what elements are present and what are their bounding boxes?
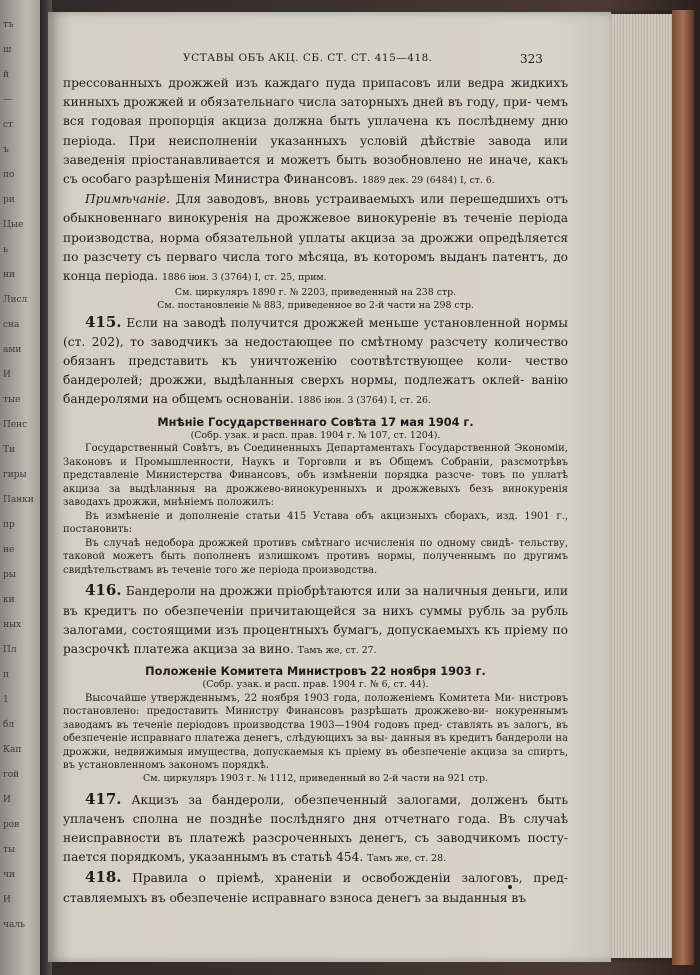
cross-reference: См. циркуляръ 1903 г. № 1112, приведенный во 2-й части на 921 стр. [143,772,488,784]
left-page-fragment: Ти [3,445,16,455]
left-page-fragment: ш [3,45,12,55]
left-page-fragment: чаль [3,920,25,930]
note-label: Примѣчаніе. [85,192,170,207]
left-page-fragment: не [3,545,15,555]
text-line: періода производства, норма обязательной уплаты акциза за дрожжи [63,211,568,245]
section-heading: Положеніе Комитета Министровъ 22 ноября 1903 г. [145,665,486,679]
left-page-fragment: ъ [3,145,9,155]
left-page-fragment: Пл [3,645,17,655]
left-page-fragment: чи [3,870,15,880]
left-page-fragment: ри [3,195,15,205]
left-page-fragment: сна [3,320,20,330]
left-page-fragment: ры [3,570,16,580]
cross-reference: См. постановленіе № 883, приведенное во 2-й части на 298 стр. [157,299,474,311]
text-line: данныя въ кредитъ бандероли на дрожжи, недвижимыя имущества, допускаемыя къ [63,733,569,758]
text-line: отъ обыкновеннаго винокуренія на дрожжевое винокуреніе въ теченіе [63,192,569,226]
text-line: количество обязанъ представить къ уничтоженію соотвѣтствующее коли- [63,334,569,369]
text-line: или въ кредитъ по обезпеченіи причитающейся за нихъ суммы рубль за [63,584,569,618]
text-line: безъ винокуренія заводахъ дрожжи, мнѣніемъ положилъ: [63,483,568,509]
legal-reference: 1889 дек. 29 (6484) I, ст. 6. [361,175,495,187]
text-line: Экономіи, Законовъ и Промышленности, Наукъ и Торговли и въ Общемъ Собраніи, [63,443,568,468]
left-page-fragment: Панки [3,495,34,505]
left-page-fragment: бл [3,720,15,730]
left-page-fragment: ных [3,620,22,630]
section-source: (Собр. узак. и расп. прав. 1904 г. № 6, ст. 44). [202,679,429,691]
text-line: съ особаго разрѣшенія Министра Финансовъ. [63,172,358,187]
left-page-fragment: И [3,795,11,805]
text-line: Акцизъ за бандероли, обезпеченный залогами, долженъ быть [131,792,569,807]
left-page-fragment: гой [3,770,20,780]
legal-reference: Тамъ же, ст. 28. [367,853,446,865]
section-source: (Собр. узак. и расп. прав. 1904 г. № 107, ст. 1204). [190,429,441,441]
left-page-fragment: Пенс [3,420,28,430]
text-line: опредѣляется по разсчету съ перваго числа того мѣсяца, въ которомъ [63,230,569,264]
text-line: нистровъ постановлено: предоставить Министру Финансовъ разрѣшать дрожжево-ви- [63,692,568,718]
left-page-fragment: ки [3,595,15,605]
text-line: кинныхъ дрожжей и обязательнаго числа заторныхъ дней въ году, при- [63,95,532,110]
left-page-fragment: й [3,70,9,80]
text-line: ставляемыхъ въ обезпеченіе исправнаго взноса денегъ за выданныя въ [63,890,526,905]
left-page-fragment: ни [3,270,15,280]
article-416 [63,581,568,660]
left-page-fragment: тые [3,395,21,405]
text-line: по другимъ свидѣтельствамъ въ теченіе того же періода производства. [63,551,568,576]
left-page-edge [0,0,44,975]
left-page-fragment: Цые [3,220,24,230]
left-page-fragment: ст [3,120,14,130]
text-line: Въ случаѣ недобора дрожжей противъ смѣтнаго исчисленія по одному свидѣ- [85,537,515,549]
text-line: пается порядкомъ, указаннымъ въ статьѣ 454. [63,850,364,865]
text-line: выданъ патентъ, до конца періода. [63,249,568,284]
article-number: 415. [85,312,122,331]
committee-text [63,692,568,773]
text-line: нормы (ст. 202), то заводчикъ за недостающее по смѣтному разсчету [63,315,568,349]
opinion-text [63,510,568,537]
legal-reference: 1886 іюн. 3 (3764) I, ст. 25, прим. [161,272,327,284]
text-line: уплаченъ сполна не позднѣе послѣдняго дня отчетнаго года. Въ случаѣ [63,811,568,826]
page-content [63,74,568,908]
left-page-fragment: — [3,95,12,105]
left-page-fragment: И [3,895,11,905]
text-line: Въ измѣненіе и дополненіе статьи 415 Устава объ акцизныхъ сборахъ, изд. [85,510,518,522]
left-page-fragment: И [3,370,11,380]
text-line: Правила о пріемѣ, храненіи и освобожденіи залоговъ, пред- [132,871,568,886]
left-page-fragment: пр [3,520,15,530]
section-heading: Мнѣніе Государственнаго Совѣта 17 мая 1904 г. [157,415,474,429]
text-line: заведенія пріостанавливается и можетъ быть возобновлено не иначе, какъ [63,152,568,167]
note-paragraph [63,190,568,287]
text-line: нокуреннымъ заводамъ въ теченіе періодовъ производства 1903—1904 годовъ пред- [63,706,569,731]
text-line: разсмотрѣвъ представленіе Министерства Финансовъ, объ измѣненіи порядка разсче- [63,456,568,482]
left-page-fragment: Кап [3,745,22,755]
left-page-fragment: ров [3,820,20,830]
text-line: Бандероли на дрожжи пріобрѣтаются или за наличныя деньги, [125,584,540,599]
text-line: неисправности въ платежѣ разсроченныхъ денегъ, съ заводчикомъ посту- [63,830,568,845]
text-line: рубль залогами, состоящими изъ процентныхъ бумагъ, допускаемыхъ къ [63,603,568,637]
text-line: ставлять въ залогъ, въ обезпеченіе исправнаго платежа денегъ, слѣдующихъ за вы- [63,719,569,745]
article-417 [63,790,568,869]
left-page-fragment: п [3,670,9,680]
text-line: 1901 г., постановить: [63,510,569,536]
header-title: УСТАВЫ ОБЪ АКЦ. СБ. СТ. СТ. 415—418. [183,52,433,64]
opinion-text [63,537,568,578]
article-number: 416. [85,581,122,600]
ink-speck [508,885,512,889]
text-line: Если на заводѣ получится дрожжей меньше установленной [126,315,521,330]
left-page-fragment: по [3,170,15,180]
text-line: прессованныхъ дрожжей изъ каждаго пуда припасовъ или ведра жидкихъ [63,76,568,90]
left-page-fragment: ты [3,845,16,855]
text-line: Государственный Совѣтъ, въ Соединенныхъ Департаментахъ Государственной [85,443,511,455]
cross-reference: См. циркуляръ 1890 г. № 2203, приведенный на 238 стр. [174,287,457,299]
book-cover [672,10,694,965]
page-block-edge [606,14,676,958]
article-number: 418. [85,868,122,887]
text-line: пріему по разсрочкѣ платежа акциза за вино. [63,622,568,656]
text-line: Высочайше утвержденнымъ, 22 ноября 1903 года, положеніемъ Комитета Ми- [85,692,515,704]
left-page-fragment: 1 [3,695,9,705]
legal-reference: Тамъ же, ст. 27. [297,644,377,656]
left-page-fragment: Лисл [3,295,28,305]
text-line: дню періода. При неисполненіи указанныхъ условій дѣйствіе завода или [63,114,568,148]
legal-reference: 1886 іюн. 3 (3764) I, ст. 26. [297,395,431,407]
article-415 [63,313,568,411]
left-page-fragment: тъ [3,20,14,30]
article-418 [63,868,568,907]
book-page [48,12,611,962]
text-line: чество бандеролей; дрожжи, выдѣланныя сверхъ нормы, подлежатъ оклей- [63,354,568,388]
paragraph-continuation [63,74,568,190]
left-page-fragment: ь [3,245,8,255]
left-page-fragment: гиры [3,470,27,480]
article-number: 417. [85,789,122,808]
text-line: пріему въ обезпеченіе акциза за спиртъ, въ установленномъ закономъ порядкѣ. [63,746,568,772]
opinion-text [63,442,568,510]
text-line: чемъ вся годовая пропорція акциза должна быть уплачена къ послѣднему [63,95,569,129]
text-line: ванію бандеролями на общемъ основаніи. [63,373,568,407]
text-line: Для заводовъ, вновь устраиваемыхъ или перешедшихъ [175,192,541,207]
text-line: товъ по уплатѣ акциза за выдѣланныя на дрожжево-винокуренныхъ и дрожжевыхъ [63,470,568,495]
page-number: 323 [520,52,543,66]
text-line: тельству, таковой можетъ быть пополненъ излишкомъ противъ нормы, полученнымъ [63,537,568,563]
left-page-fragment: ами [3,345,22,355]
